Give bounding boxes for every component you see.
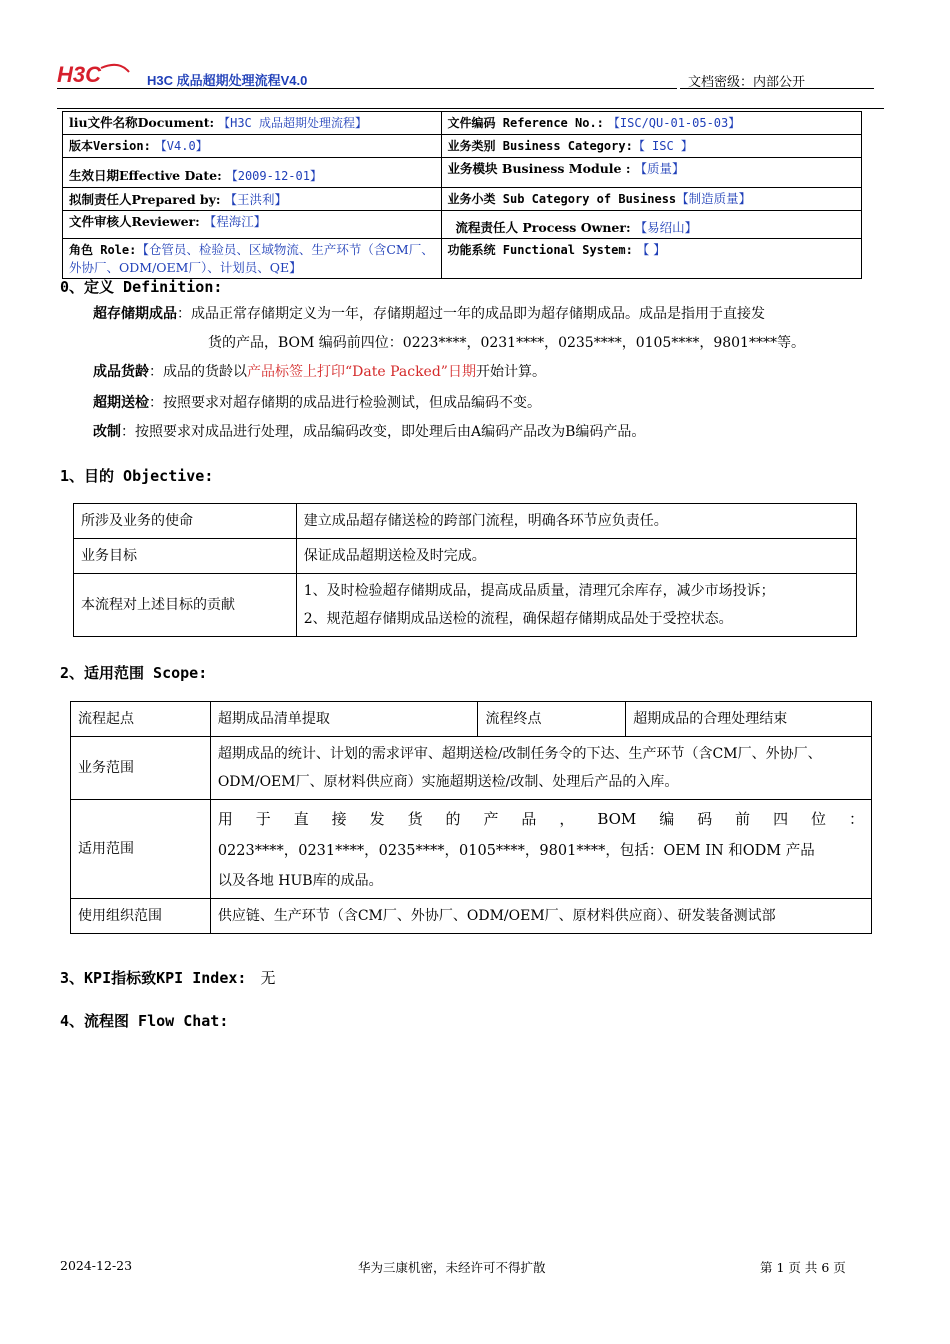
section-4-heading: 4、流程图 Flow Chat:: [60, 1012, 229, 1030]
objective-table: [73, 503, 857, 637]
objective-label: 所涉及业务的使命: [74, 504, 297, 539]
header-underline: [57, 88, 677, 89]
prepared-cell: [63, 188, 442, 211]
definition-3-text: ：按照要求对超存储期的成品进行检验测试，但成品编码不变。: [149, 395, 541, 411]
scope-end-label: 流程终点: [478, 702, 626, 737]
definition-3: [93, 389, 541, 418]
footer-date: 2024-12-23: [60, 1258, 133, 1273]
definition-1-cont: 货的产品，BOM 编码前四位：0223****，0231****，0235****，0105****，9801****等。: [208, 335, 805, 351]
kpi-heading-text: 3、KPI指标致KPI Index:: [60, 969, 247, 987]
category-cell: [441, 135, 861, 158]
security-level: 文档密级：内部公开: [688, 75, 806, 90]
table-row: [71, 737, 872, 800]
definition-4-term: 改制: [93, 424, 121, 440]
section-1-heading: 1、目的 Objective:: [60, 467, 214, 485]
svg-text:H3C: H3C: [57, 62, 102, 86]
definition-2-post: 开始计算。: [475, 364, 546, 380]
prepared-label: 拟制责任人Prepared by:: [69, 191, 221, 207]
doc-name-cell: [63, 112, 442, 135]
reviewer-label: 文件审核人Reviewer:: [69, 214, 200, 229]
scope-biz-label: 业务范围: [71, 737, 211, 800]
definition-1-text: ：成品正常存储期定义为一年，存储期超过一年的成品即为超存储期成品。成品是指用于直接发: [177, 306, 765, 322]
scope-table: [70, 701, 872, 934]
footer-page-number: 第 1 页 共 6 页: [760, 1260, 846, 1275]
apply-line-3: 以及各地 HUB库的成品。: [217, 873, 383, 889]
system-label: 功能系统 Functional System:: [447, 243, 633, 257]
section-0-heading: 0、定义 Definition:: [60, 278, 223, 296]
definition-2: [93, 358, 546, 387]
owner-value: 【易绍山】: [634, 220, 698, 235]
ref-cell: [441, 112, 861, 135]
version-label: 版本Version:: [69, 139, 151, 153]
role-value: 【仓管员、检验员、区域物流、生产环节（含CM厂、外协厂、ODM/OEM厂）、计划员、QE】: [69, 242, 434, 275]
table-row: [74, 574, 857, 637]
role-cell: [63, 239, 442, 279]
definition-1: [93, 300, 888, 329]
definition-2-term: 成品货龄: [93, 364, 149, 380]
prepared-value: 【王洪利】: [224, 191, 288, 207]
table-row: [71, 702, 872, 737]
scope-org-value: 供应链、生产环节（含CM厂、外协厂、ODM/OEM厂、原材料供应商）、研发装备测试部: [210, 899, 871, 934]
h3c-logo: [57, 62, 131, 86]
table-row: [71, 800, 872, 899]
scope-start-label: 流程起点: [71, 702, 211, 737]
category-label: 业务类别 Business Category:: [447, 139, 633, 153]
definition-3-term: 超期送检: [93, 395, 149, 411]
module-value: 【质量】: [634, 161, 685, 176]
reviewer-value: 【程海江】: [203, 214, 267, 229]
definition-1-term: 超存储期成品: [93, 306, 177, 322]
document-info-table: [62, 111, 862, 279]
apply-line-1: 用于直接发货的产品，BOM编码前四位：: [217, 810, 864, 828]
document-header-title: H3C 成品超期处理流程V4.0: [147, 73, 308, 88]
effective-cell: [63, 158, 442, 188]
scope-start-value: 超期成品清单提取: [210, 702, 478, 737]
owner-cell: [441, 211, 861, 239]
objective-value: 保证成品超期送检及时完成。: [296, 539, 856, 574]
subcat-value: 【制造质量】: [676, 191, 752, 206]
contribution-line-1: 1、及时检验超存储期成品，提高成品质量，清理冗余库存，减少市场投诉；: [303, 583, 775, 599]
table-row: [74, 504, 857, 539]
header-underline-right: [680, 88, 874, 89]
kpi-value: 无: [260, 969, 276, 987]
scope-end-value: 超期成品的合理处理结束: [626, 702, 872, 737]
scope-apply-value: [210, 800, 871, 899]
scope-biz-value: 超期成品的统计、计划的需求评审、超期送检/改制任务令的下达、生产环节（含CM厂、外协厂、ODM/OEM厂、原材料供应商）实施超期送检/改制、处理后产品的入库。: [210, 737, 871, 800]
table-row: [71, 899, 872, 934]
system-cell: [441, 239, 861, 279]
scope-org-label: 使用组织范围: [71, 899, 211, 934]
effective-value: 【2009-12-01】: [225, 169, 322, 183]
module-cell: [441, 158, 861, 188]
owner-label: 流程责任人 Process Owner:: [455, 220, 631, 235]
version-value: 【V4.0】: [154, 139, 208, 153]
module-label: 业务模块 Business Module :: [447, 161, 631, 176]
objective-label: 业务目标: [74, 539, 297, 574]
reviewer-cell: [63, 211, 442, 239]
definition-4-text: ：按照要求对成品进行处理，成品编码改变，即处理后由A编码产品改为B编码产品。: [121, 424, 646, 440]
footer-notice: 华为三康机密，未经许可不得扩散: [358, 1260, 546, 1275]
definition-4: [93, 418, 645, 447]
objective-label: 本流程对上述目标的贡献: [74, 574, 297, 637]
category-value: 【 ISC 】: [632, 139, 693, 153]
system-value: 【 】: [636, 242, 666, 257]
contribution-line-2: 2、规范超存储期成品送检的流程，确保超存储期成品处于受控状态。: [303, 611, 733, 627]
apply-line-2: 0223****，0231****，0235****，0105****，9801****，包括：OEM IN 和ODM 产品: [217, 843, 815, 859]
version-cell: [63, 135, 442, 158]
section-3-heading: [60, 967, 275, 988]
section-2-heading: 2、适用范围 Scope:: [60, 664, 208, 682]
objective-value: 建立成品超存储送检的跨部门流程，明确各环节应负责任。: [296, 504, 856, 539]
doc-name-label: liu文件名称Document:: [69, 115, 215, 130]
role-label: 角色 Role:: [69, 243, 137, 257]
scope-apply-label: 适用范围: [71, 800, 211, 899]
table-row: [74, 539, 857, 574]
objective-value-multi: [296, 574, 856, 637]
definition-2-pre: ：成品的货龄以: [149, 364, 247, 380]
definition-2-highlight: 产品标签上打印“Date Packed”日期: [247, 364, 476, 380]
doc-name-value: 【H3C 成品超期处理流程】: [218, 116, 368, 130]
ref-label: 文件编码 Reference No.:: [447, 116, 604, 130]
header-rule: [57, 108, 884, 109]
subcat-label: 业务小类 Sub Category of Business: [447, 192, 677, 206]
effective-label: 生效日期Effective Date:: [69, 168, 222, 183]
ref-value: 【ISC/QU-01-05-03】: [607, 116, 741, 130]
subcat-cell: [441, 188, 861, 211]
